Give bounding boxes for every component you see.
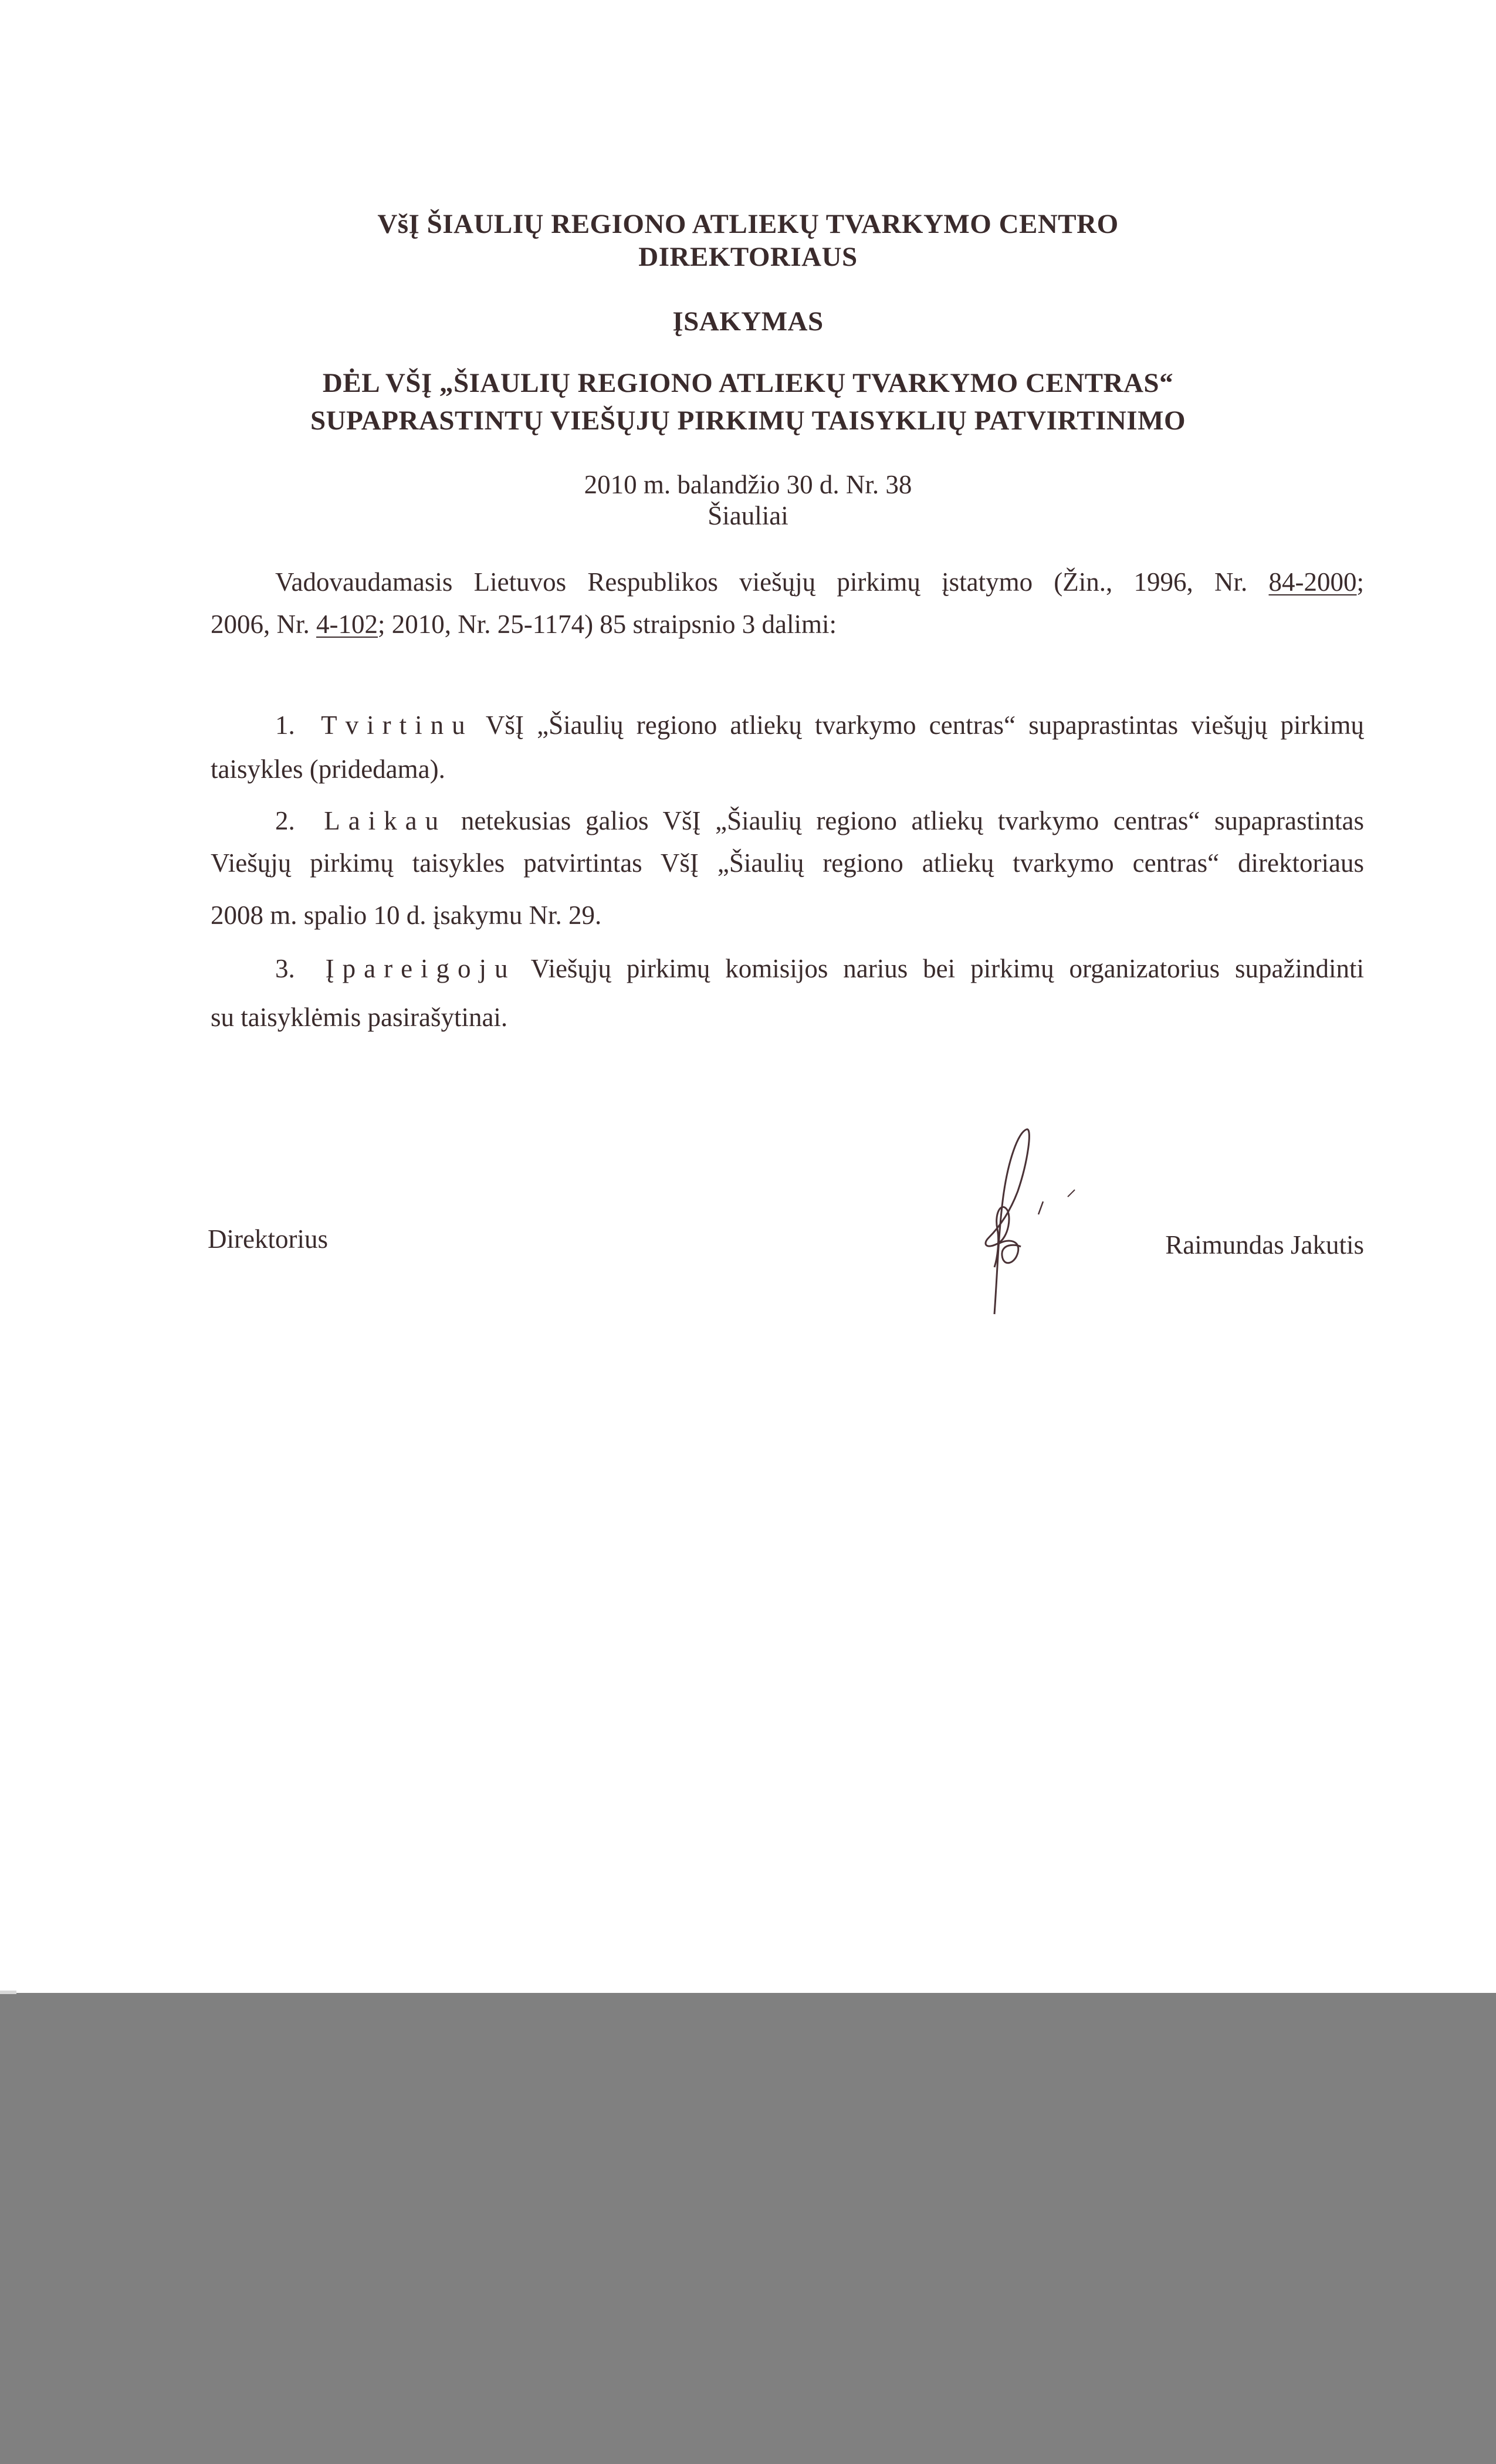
- item-number: 2.: [275, 806, 295, 835]
- subject-line-1: DĖL VŠĮ „ŠIAULIŲ REGIONO ATLIEKŲ TVARKYMO CENTRAS“: [322, 368, 1174, 398]
- place: Šiauliai: [708, 501, 788, 530]
- item-verb: Laikau: [324, 806, 447, 835]
- item-3-line-2: su taisyklėmis pasirašytinai.: [211, 1003, 508, 1032]
- handwritten-signature: [962, 1126, 1115, 1326]
- signatory-name: Raimundas Jakutis: [1165, 1230, 1364, 1260]
- header-line-1: VšĮ ŠIAULIŲ REGIONO ATLIEKŲ TVARKYMO CENTRO: [377, 209, 1119, 239]
- item-1-line-1: [275, 710, 1364, 740]
- date-number: 2010 m. balandžio 30 d. Nr. 38: [584, 470, 912, 499]
- item-text: Viešųjų pirkimų komisijos narius bei pirkimų organizatorius supažindinti: [516, 954, 1365, 983]
- item-3-line-1: [275, 953, 1364, 984]
- item-text: netekusias galios VšĮ „Šiaulių regiono atliekų tvarkymo centras“ supaprastintas: [446, 806, 1364, 835]
- preamble-line-1: [275, 567, 1364, 597]
- preamble-text: Vadovaudamasis Lietuvos Respublikos viešųjų pirkimų įstatymo (Žin., 1996, Nr.: [275, 567, 1269, 597]
- item-number: 1.: [275, 710, 295, 740]
- law-reference-link[interactable]: 84-2000: [1268, 567, 1357, 597]
- signatory-position: Direktorius: [208, 1224, 328, 1254]
- item-1-line-2: taisykles (pridedama).: [211, 754, 445, 784]
- item-text: VšĮ „Šiaulių regiono atliekų tvarkymo centras“ supaprastintas viešųjų pirkimų: [473, 710, 1364, 740]
- law-reference-link[interactable]: 4-102: [316, 610, 378, 639]
- item-2-line-1: [275, 805, 1364, 836]
- item-verb: Tvirtinu: [321, 710, 473, 740]
- scan-background-band: [0, 1993, 1496, 2464]
- item-2-line-2: Viešųjų pirkimų taisykles patvirtintas VšĮ „Šiaulių regiono atliekų tvarkymo centras“ direktoriaus: [211, 848, 1364, 878]
- item-verb: Įpareigoju: [325, 954, 516, 983]
- item-number: 3.: [275, 954, 295, 983]
- preamble-text: 2006, Nr.: [211, 610, 316, 639]
- document-type: ĮSAKYMAS: [672, 306, 824, 337]
- header-line-2: DIREKTORIAUS: [638, 242, 858, 272]
- scan-edge: [0, 1991, 16, 1994]
- preamble-line-2: [211, 609, 837, 639]
- preamble-text: ; 2010, Nr. 25-1174) 85 straipsnio 3 dalimi:: [378, 610, 837, 639]
- preamble-text: ;: [1356, 567, 1364, 597]
- item-2-line-3: 2008 m. spalio 10 d. įsakymu Nr. 29.: [211, 901, 602, 930]
- subject-line-2: SUPAPRASTINTŲ VIEŠŲJŲ PIRKIMŲ TAISYKLIŲ PATVIRTINIMO: [310, 405, 1186, 436]
